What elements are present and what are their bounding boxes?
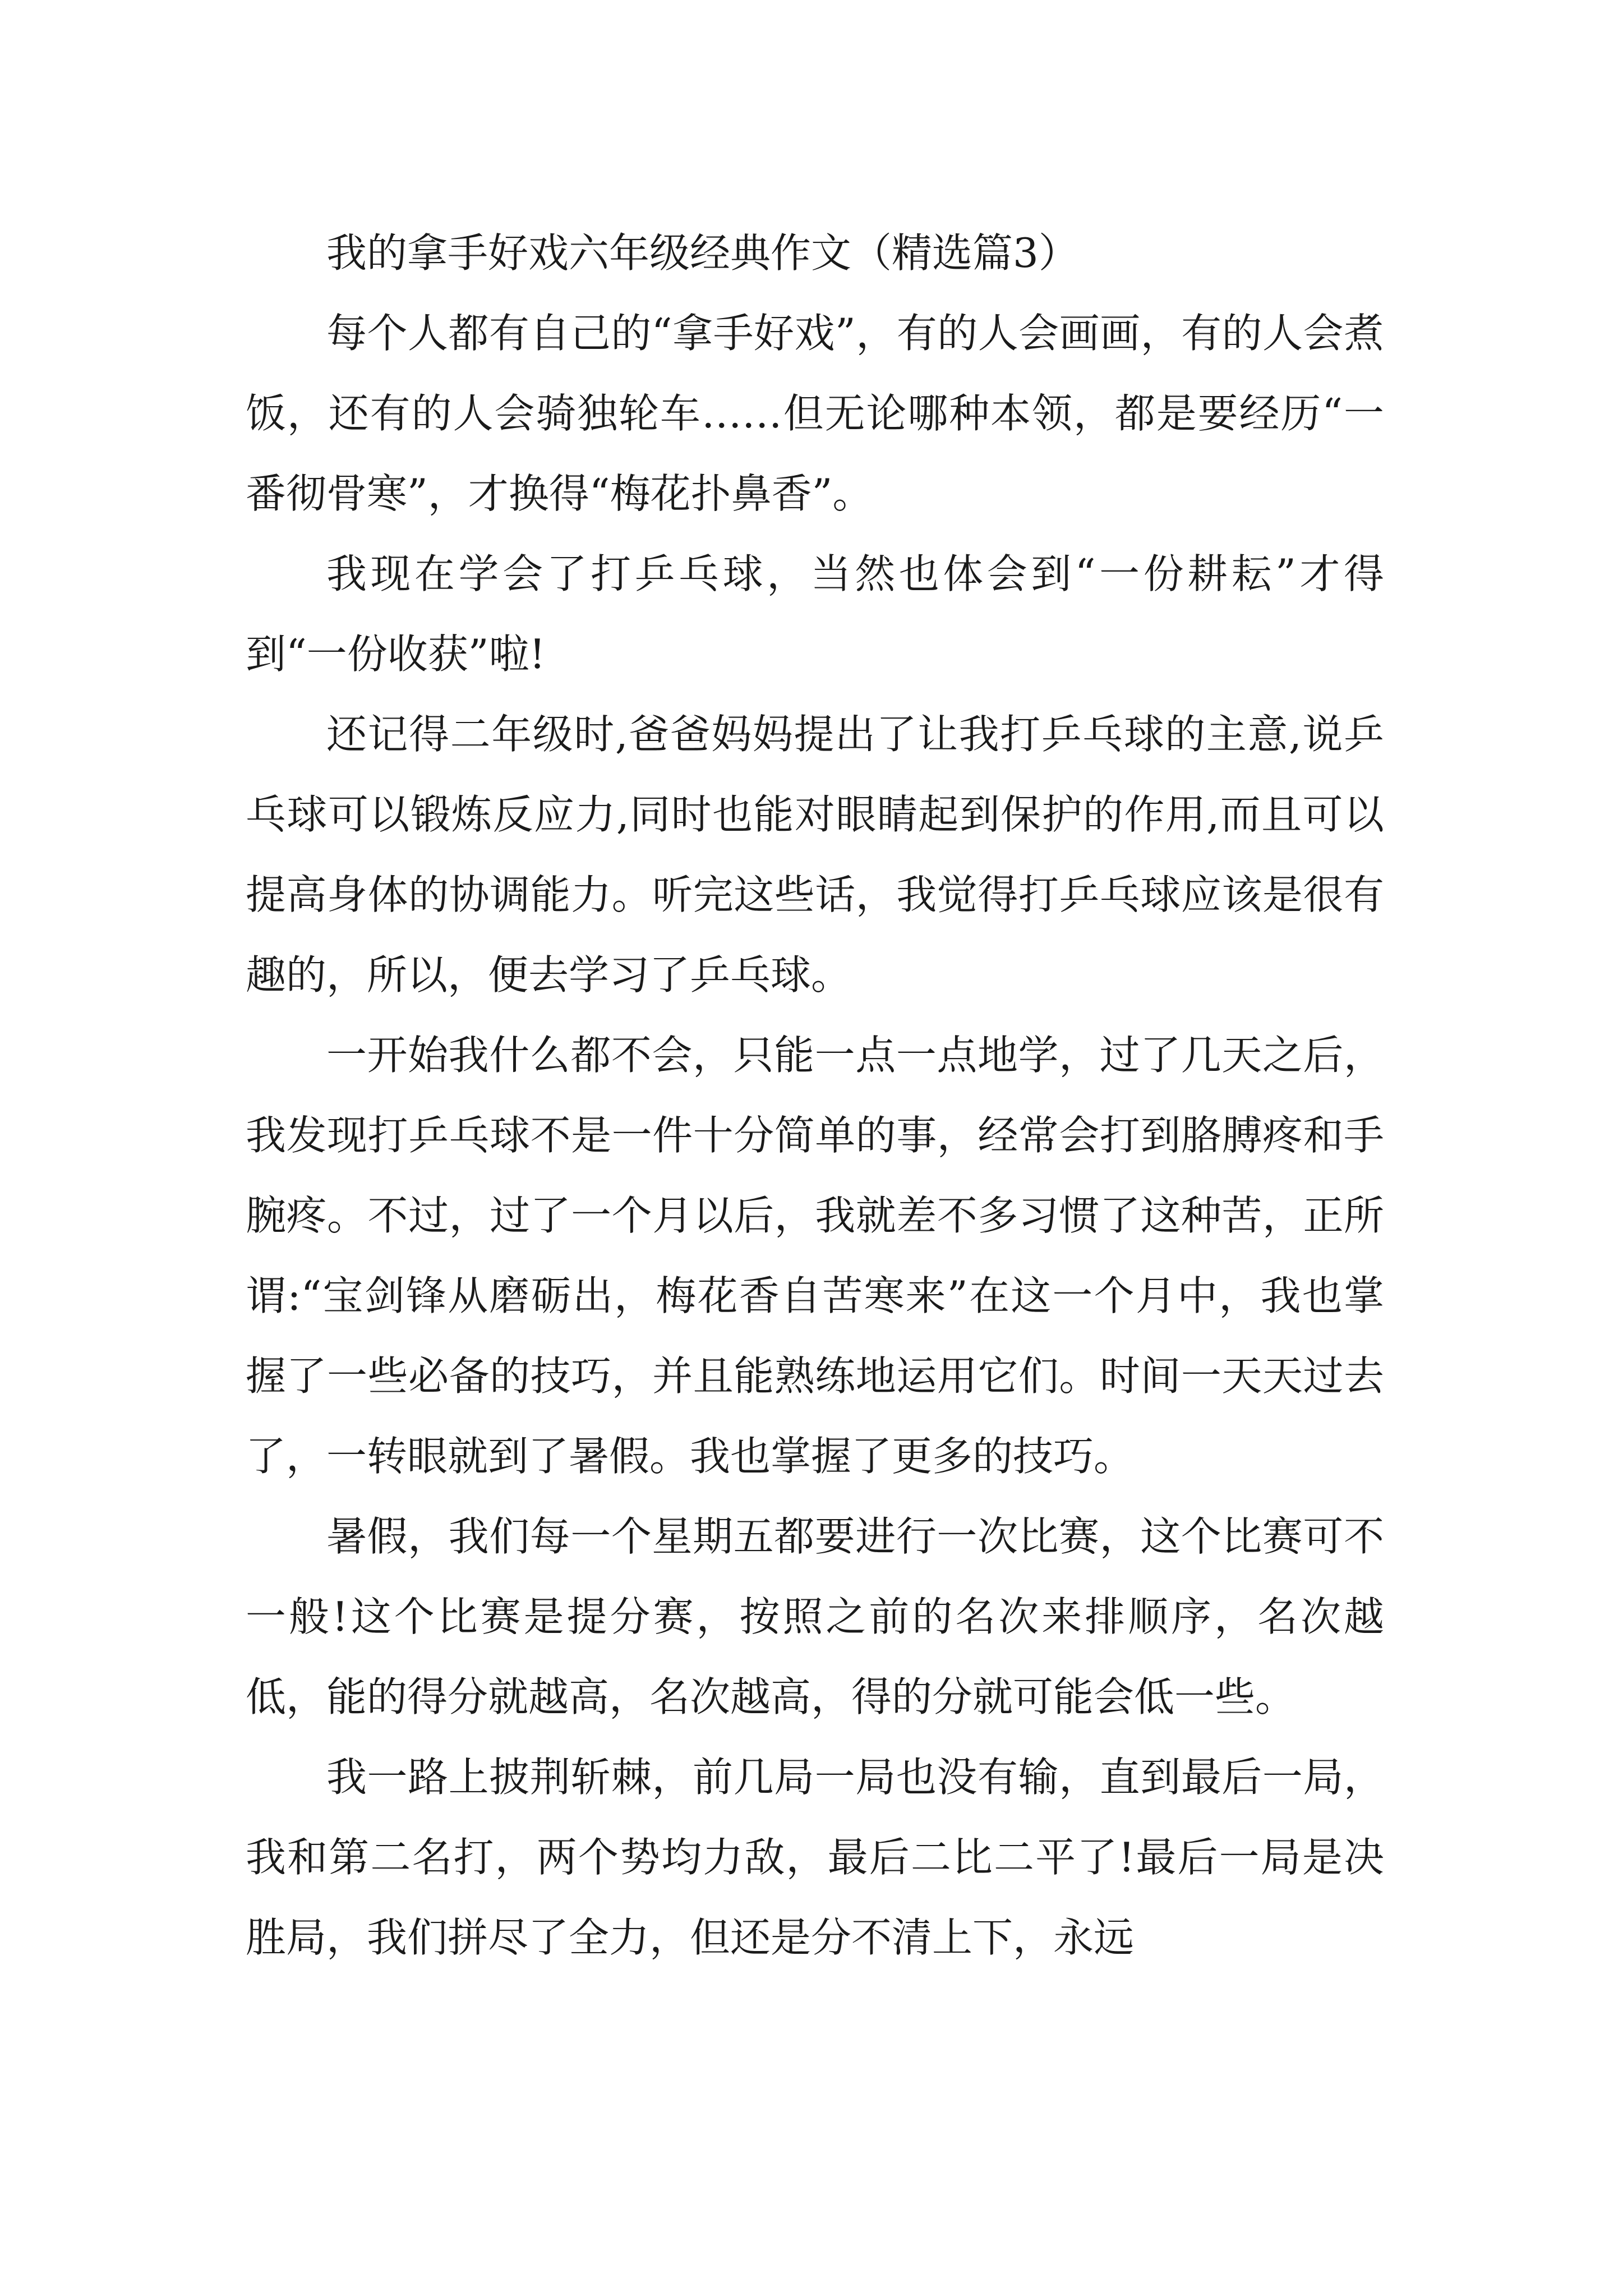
paragraph-4: 一开始我什么都不会，只能一点一点地学，过了几天之后，我发现打乒乓球不是一件十分简单的事，经常会打到胳膊疼和手腕疼。不过，过了一个月以后，我就差不多习惯了这种苦，正所谓:“宝剑锋从磨砺出，梅花香自苦寒来”在这一个月中，我也掌握了一些必备的技巧，并且能熟练地运用它们。时间一天天过去了，一转眼就到了暑假。我也掌握了更多的技巧。 — [246, 1032, 1384, 1480]
document-body — [246, 213, 1384, 1978]
paragraph-5: 暑假，我们每一个星期五都要进行一次比赛，这个比赛可不一般!这个比赛是提分赛，按照之前的名次来排顺序，名次越低，能的得分就越高，名次越高，得的分就可能会低一些。 — [246, 1513, 1384, 1720]
paragraph-3: 还记得二年级时,爸爸妈妈提出了让我打乒乓球的主意,说乒乓球可以锻炼反应力,同时也能对眼睛起到保护的作用,而且可以提高身体的协调能力。听完这些话，我觉得打乒乓球应该是很有趣的，所以，便去学习了乒乓球。 — [246, 711, 1384, 999]
paragraph-6: 我一路上披荆斩棘，前几局一局也没有输，直到最后一局，我和第二名打，两个势均力敌，最后二比二平了!最后一局是决胜局，我们拼尽了全力，但还是分不清上下，永远 — [246, 1754, 1384, 1961]
essay-title: 我的拿手好戏六年级经典作文（精选篇3） — [326, 229, 1079, 277]
paragraph-1: 每个人都有自己的“拿手好戏”，有的人会画画，有的人会煮饭，还有的人会骑独轮车……但无论哪种本领，都是要经历“一番彻骨寒”，才换得“梅花扑鼻香”。 — [246, 310, 1384, 517]
paragraph-2: 我现在学会了打乒乓球，当然也体会到“一份耕耘”才得到“一份收获”啦! — [246, 550, 1384, 678]
